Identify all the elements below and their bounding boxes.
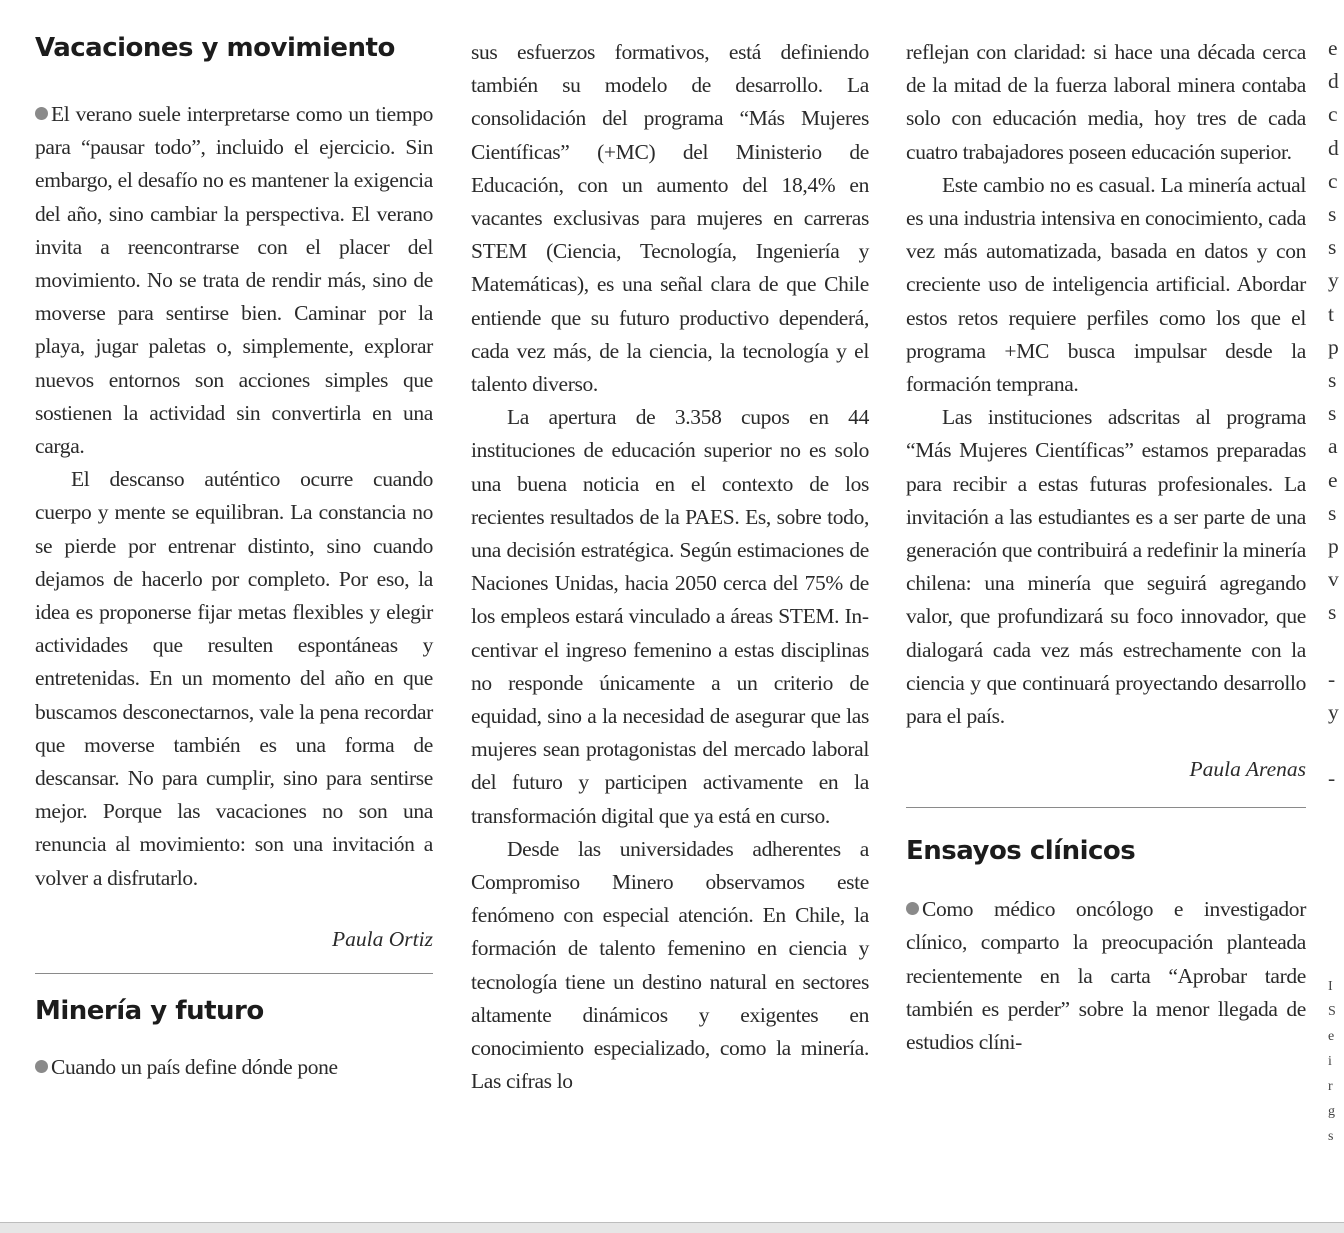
column-1 — [35, 28, 433, 1084]
article-vacaciones-paragraph-2: El descanso auténtico ocurre cuando cuerpo y mente se equilibran. La constancia no se pierde por entrenar distinto, sino cuando dejamos de hacerlo por completo. Por eso, la idea es proponerse fijar metas flexibles y elegir actividades que resulten espontáneas y entretenidas. En un momento del año en que buscamos desconectarnos, vale la pena recordar que moverse también es una forma de descansar. No para cumplir, sino para sentirse mejor. Porque las vacaciones no son una renuncia al movimiento: son una invitación a volver a disfrutarlo. — [35, 467, 433, 890]
headline-ensayos: Ensayos clínicos — [906, 836, 1136, 867]
clipped-fragment-small: I — [1328, 979, 1333, 994]
clipped-fragment-small: e — [1328, 1029, 1335, 1044]
column-3 — [906, 36, 1306, 1059]
clipped-fragment: e — [1328, 467, 1338, 492]
page-bottom-edge — [0, 1222, 1344, 1233]
clipped-fragment: t — [1328, 301, 1334, 326]
clipped-fragment: s — [1328, 500, 1337, 525]
article-mineria-paragraph-4: Desde las universidades adherentes a Compromiso Minero observamos este fenómeno con especial atención. En Chile, la formación de talento femenino en ciencia y tecnología tiene un destino natural en sectores altamente dinámicos y exigentes en conocimiento especializado, como la minería. Las cifras lo — [471, 836, 869, 1094]
headline-mineria: Minería y futuro — [35, 995, 264, 1026]
column-4-clipped-edge — [1328, 36, 1344, 1216]
clipped-fragment: s — [1328, 401, 1337, 426]
clipped-fragment-small: r — [1328, 1079, 1333, 1094]
clipped-fragment: s — [1328, 600, 1337, 625]
article-mineria-paragraph-1: Cuando un país define dónde pone — [35, 1051, 433, 1084]
clipped-fragment: c — [1328, 102, 1338, 127]
clipped-fragment: v — [1328, 567, 1339, 592]
clipped-fragment: p — [1328, 534, 1339, 558]
clipped-fragment: p — [1328, 334, 1339, 359]
article-mineria-paragraph-5: reflejan con claridad: si hace una década cerca de la mitad de la fuerza laboral minera contaba solo con educación media, hoy tres de cada cuatro trabajadores poseen educación superior. — [906, 40, 1306, 164]
clipped-fragment-small: S — [1328, 1004, 1336, 1019]
column-2 — [471, 36, 869, 1099]
clipped-fragment-small: g — [1328, 1104, 1335, 1119]
article-vacaciones-paragraph-1: El verano suele interpretarse como un tiempo para “pausar todo”, incluido el ejercicio. Sin embargo, el desafío no es mantener la exigencia del año, sino cambiar la perspectiva. El verano invita a reencontrarse con el placer del movimiento. No se trata de rendir más, sino de moverse para sentirse bien. Caminar por la playa, jugar paletas o, simplemente, explorar nuevos entornos son acciones simples que sostienen la actividad sin convertirla en una carga. — [35, 102, 433, 459]
clipped-fragment: s — [1328, 202, 1337, 226]
clipped-fragment: c — [1328, 168, 1338, 193]
clipped-fragment: y — [1328, 700, 1339, 724]
article-mineria-paragraph-7: Las instituciones adscritas al programa “Más Mujeres Científicas” estamos preparadas para recibir a estas futuras profesionales. La invitación a las estudiantes es a ser parte de una generación que contribuirá a redefinir la minería chilena: una minería que seguirá agregando valor, que profundizará su foco innovador, que dialogará cada vez más estrechamente con la ciencia y que continuará proyectando desarrollo para el país. — [906, 405, 1306, 729]
clipped-fragment: d — [1328, 69, 1339, 94]
clipped-fragment: e — [1328, 36, 1338, 60]
clipped-fragment-small: i — [1328, 1054, 1332, 1069]
clipped-fragment: s — [1328, 368, 1337, 392]
clipped-fragment: - — [1328, 766, 1336, 791]
bullet-icon — [35, 107, 48, 120]
bullet-icon — [906, 902, 919, 915]
clipped-fragment: - — [1328, 666, 1336, 691]
clipped-fragment: d — [1328, 135, 1339, 160]
article-mineria-paragraph-2: sus esfuerzos formativos, está definiendo también su modelo de desarrollo. La consolidación del programa “Más Mujeres Científicas” (+MC) del Ministerio de Educación, con un aumento del 18,4% en vacantes exclusivas para mujeres en carreras STEM (Ciencia, Tecnología, Ingeniería y Matemáticas), es una señal clara de que Chile entiende que su futuro productivo dependerá, cada vez más, de la ciencia, la tecnología y el talento diverso. — [471, 40, 869, 397]
clipped-fragment-small: s — [1328, 1129, 1334, 1144]
clipped-fragment: a — [1328, 434, 1338, 459]
article-ensayos-paragraph-1: Como médico oncólogo e investigador clínico, comparto la preocupación planteada recientemente en la carta “Aprobar tarde también es perder” sobre la menor llegada de estudios clíni- — [906, 897, 1306, 1055]
bullet-icon — [35, 1060, 48, 1073]
clipped-fragment: y — [1328, 268, 1339, 293]
signature-paula-ortiz: Paula Ortiz — [332, 926, 433, 951]
article-mineria-paragraph-6: Este cambio no es casual. La minería actual es una industria intensiva en conocimiento, cada vez más automatizada, basada en datos y con creciente uso de inteligencia artificial. Abordar estos retos requiere perfiles como los que el programa +MC busca impulsar desde la formación temprana. — [906, 172, 1306, 397]
clipped-fragment: s — [1328, 235, 1337, 260]
headline-vacaciones: Vacaciones y movimiento — [35, 33, 395, 63]
article-mineria-paragraph-3: La apertura de 3.358 cupos en 44 instituciones de educación superior no es solo una buena noticia en el contexto de los recientes resultados de la PAES. Es, sobre todo, una decisión estratégica. Según estimaciones de Naciones Unidas, hacia 2050 cerca del 75% de los empleos estará vinculado a áreas STEM. Incentivar el ingreso femenino a estas disciplinas no responde únicamente a un criterio de equidad, sino a la necesidad de asegurar que las mujeres sean protagonistas del mercado laboral del futuro y participen activamente en la transformación digital que ya está en curso. — [471, 405, 869, 828]
signature-paula-arenas: Paula Arenas — [1189, 757, 1306, 782]
